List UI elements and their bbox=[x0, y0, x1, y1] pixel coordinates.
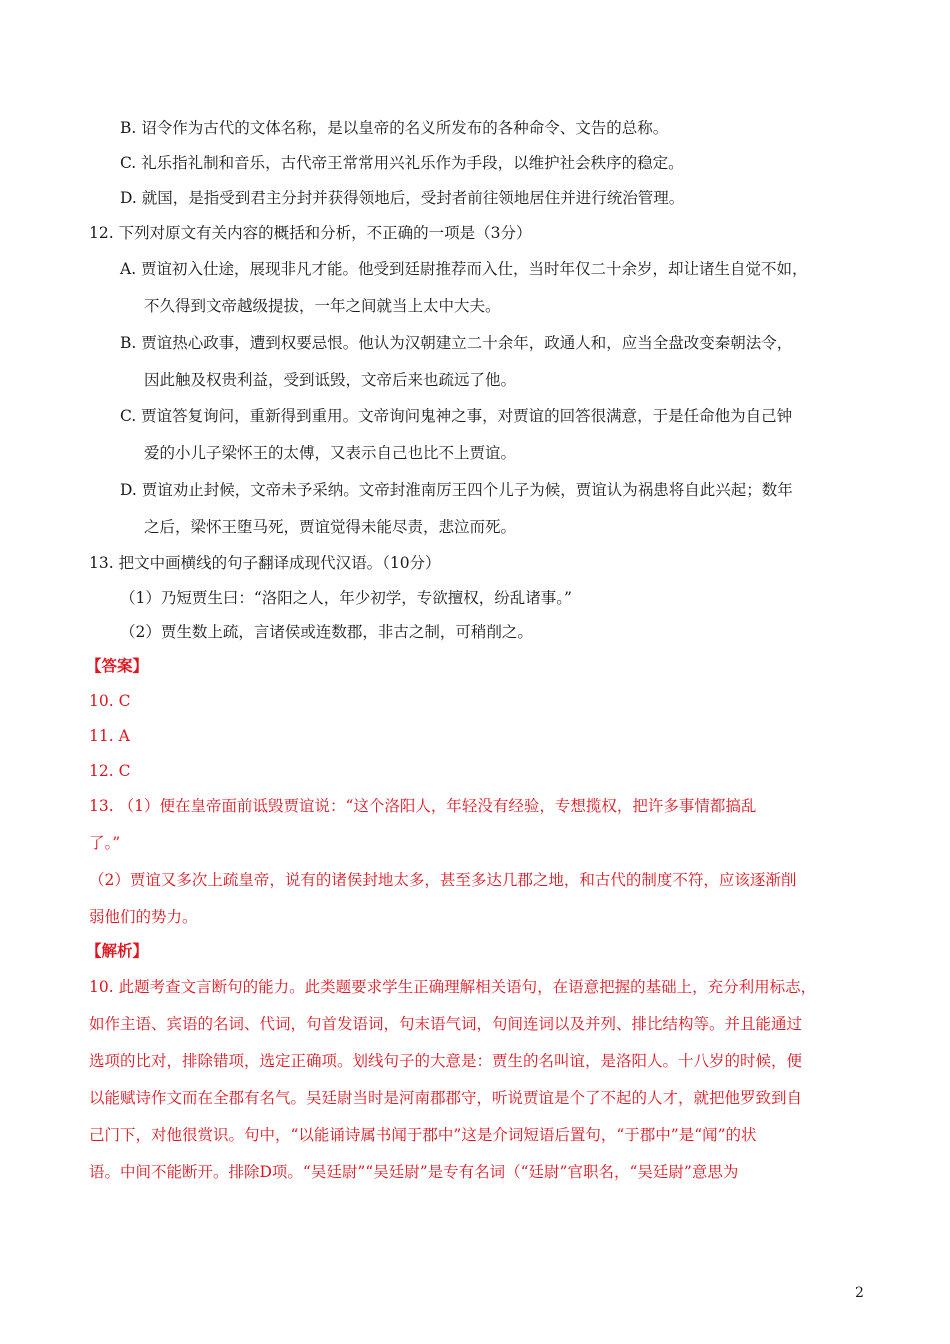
analysis-line-1: 10. 此题考查文言断句的能力。此类题要求学生正确理解相关语句，在语意把握的基础上，充分利用标志， bbox=[89, 978, 817, 996]
q12-option-a-line1: A. 贾谊初入仕途，展现非凡才能。他受到廷尉推荐而入仕，当时年仅二十余岁，却让诸生自觉不如， bbox=[120, 260, 808, 278]
q12-option-b-line2: 因此触及权贵利益，受到诋毁，文帝后来也疏远了他。 bbox=[144, 371, 517, 389]
answer-13-part1-line2: 了。” bbox=[89, 834, 121, 852]
analysis-line-6: 语。中间不能断开。排除D项。“吴廷尉”“吴廷尉”是专有名词（“廷尉”官职名，“吴廷尉”意思为 bbox=[89, 1163, 739, 1181]
q11-option-c: C. 礼乐指礼制和音乐，古代帝王常常用兴礼乐作为手段，以维护社会秩序的稳定。 bbox=[120, 154, 684, 172]
answer-13-part1-line1: 13. （1）便在皇帝面前诋毁贾谊说：“这个洛阳人，年轻没有经验，专想揽权，把许多事情都搞乱 bbox=[89, 797, 757, 815]
analysis-line-4: 以能赋诗作文而在全郡有名气。吴廷尉当时是河南郡郡守，听说贾谊是个了不起的人才，就把他罗致到自 bbox=[89, 1089, 803, 1107]
analysis-label: 【解析】 bbox=[86, 941, 149, 960]
answer-11: 11. A bbox=[89, 727, 130, 745]
q12-option-d-line1: D. 贾谊劝止封候，文帝未予采纳。文帝封淮南厉王四个儿子为候，贾谊认为祸患将自此兴起；数年 bbox=[120, 481, 793, 499]
q11-option-d: D. 就国，是指受到君主分封并获得领地后，受封者前往领地居住并进行统治管理。 bbox=[120, 189, 685, 207]
answer-label: 【答案】 bbox=[86, 656, 149, 675]
q12-option-c-line2: 爱的小儿子梁怀王的太傅，又表示自己也比不上贾谊。 bbox=[144, 444, 517, 462]
q12-option-d-line2: 之后，梁怀王堕马死，贾谊觉得未能尽责，悲泣而死。 bbox=[144, 518, 517, 536]
q13-sentence-2: （2）贾生数上疏，言诸侯或连数郡，非古之制，可稍削之。 bbox=[120, 623, 533, 641]
answer-12: 12. C bbox=[89, 762, 131, 780]
q12-option-c-line1: C. 贾谊答复询问，重新得到重用。文帝询问鬼神之事，对贾谊的回答很满意，于是任命他为自己钟 bbox=[120, 407, 793, 425]
answer-13-part2-line2: 弱他们的势力。 bbox=[89, 908, 198, 926]
q12-option-b-line1: B. 贾谊热心政事，遭到权要忌恨。他认为汉朝建立二十余年，政通人和，应当全盘改变秦朝法令， bbox=[120, 334, 793, 352]
q12-option-a-line2: 不久得到文帝越级提拔，一年之间就当上太中大夫。 bbox=[144, 297, 501, 315]
answer-10: 10. C bbox=[89, 692, 131, 710]
analysis-line-3: 选项的比对，排除错项，选定正确项。划线句子的大意是：贾生的名叫谊，是洛阳人。十八岁的时候，便 bbox=[89, 1052, 803, 1070]
analysis-line-5: 己门下，对他很赏识。句中，“以能诵诗属书闻于郡中”这是介词短语后置句，“于郡中”是“闻”的状 bbox=[89, 1126, 757, 1144]
answer-13-part2-line1: （2）贾谊又多次上疏皇帝，说有的诸侯封地太多，甚至多达几郡之地，和古代的制度不符，应该逐渐削 bbox=[89, 871, 797, 889]
q13-sentence-1: （1）乃短贾生曰：“洛阳之人，年少初学，专欲擅权，纷乱诸事。” bbox=[120, 589, 572, 607]
page-number: 2 bbox=[855, 1285, 864, 1301]
q11-option-b: B. 诏令作为古代的文体名称，是以皇帝的名义所发布的各种命令、文告的总称。 bbox=[120, 119, 669, 137]
q12-stem: 12. 下列对原文有关内容的概括和分析，不正确的一项是（3分） bbox=[89, 224, 532, 242]
analysis-line-2: 如作主语、宾语的名词、代词，句首发语词，句末语气词，句间连词以及并列、排比结构等。并且能通过 bbox=[89, 1015, 803, 1033]
q13-stem: 13. 把文中画横线的句子翻译成现代汉语。（10分） bbox=[89, 554, 441, 572]
